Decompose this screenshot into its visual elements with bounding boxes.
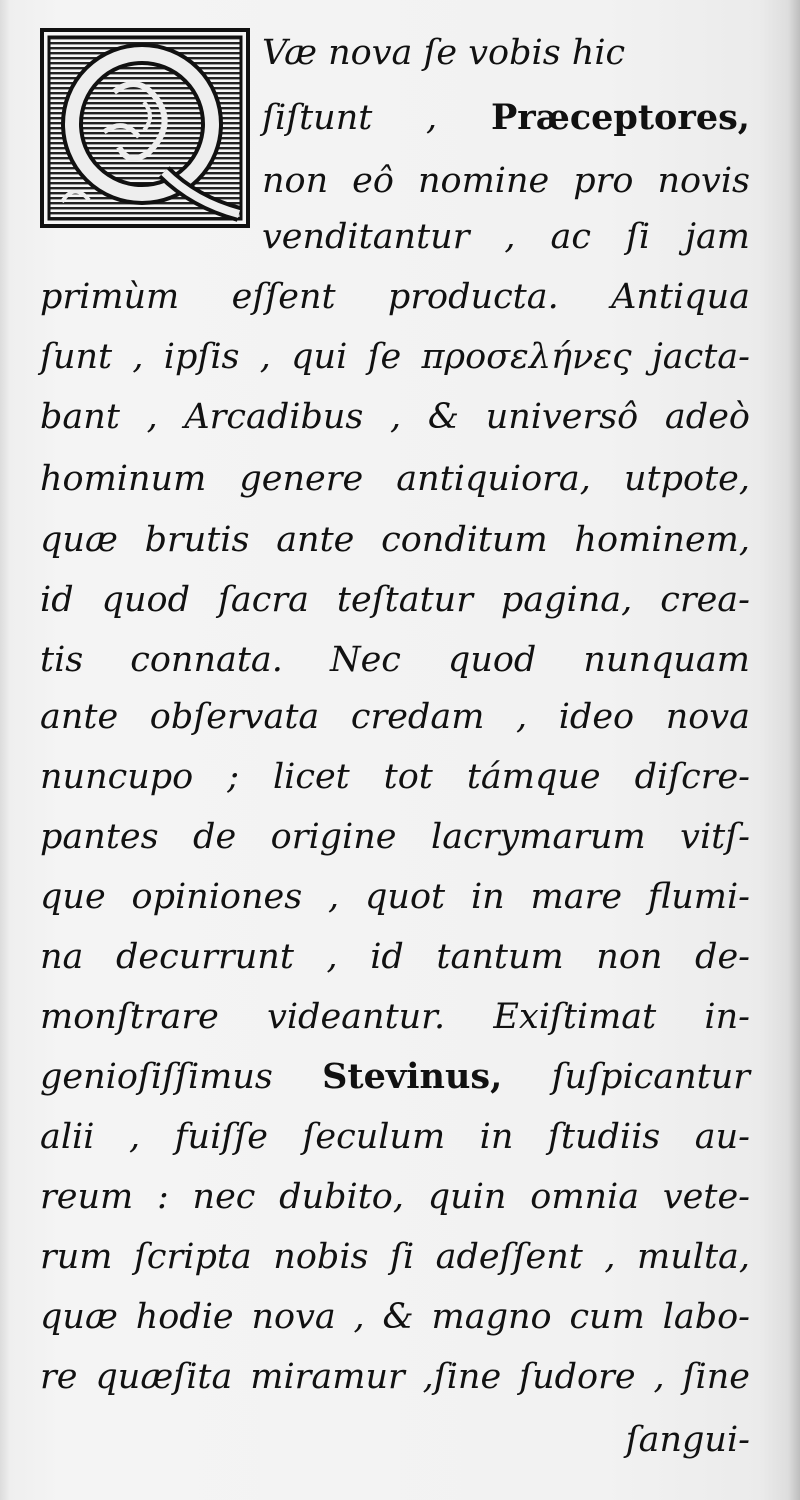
text-line: tis connata. Nec quod nunquam [40, 640, 750, 680]
page-edge-shadow [788, 0, 800, 1500]
text-line: reum : nec dubito, quin omnia vete- [40, 1177, 750, 1217]
text-line: quæ hodie nova , & magno cum labo- [40, 1297, 750, 1337]
text-line: bant , Arcadibus , & universô adeò [40, 397, 750, 437]
catchword: ſangui- [625, 1420, 750, 1460]
text-line: hominum genere antiquiora, utpote, [40, 459, 750, 499]
text-line: id quod ſacra teſtatur pagina, crea- [40, 580, 750, 620]
text-segment: Stevinus, [322, 1056, 503, 1097]
text-segment: ſiſtunt , [262, 98, 491, 138]
text-segment: ſuſpicantur [502, 1057, 750, 1097]
text-line: pantes de origine lacrymarum vitſ- [40, 817, 750, 857]
text-line [40, 1055, 750, 1099]
text-line: alii , fuiſſe ſeculum in ſtudiis au- [40, 1117, 750, 1157]
text-line: rum ſcripta nobis ſi adeſſent , multa, [40, 1237, 750, 1277]
text-segment: Præceptores, [490, 97, 750, 138]
text-line: na decurrunt , id tantum non de- [40, 937, 750, 977]
text-line: ante obſervata credam , ideo nova [40, 697, 750, 737]
drop-cap-initial [40, 28, 250, 228]
text-line: Væ nova ſe vobis hic [262, 33, 626, 73]
text-line: quæ brutis ante conditum hominem, [40, 520, 750, 560]
text-segment: genioſiſſimus [40, 1057, 323, 1097]
text-line: re quæſita miramur ,ſine ſudore , ſine [40, 1357, 750, 1397]
text-line: monſtrare videantur. Exiſtimat in- [40, 997, 750, 1037]
text-line: nuncupo ; licet tot támque diſcre- [40, 757, 750, 797]
text-line: non eô nomine pro novis [262, 161, 750, 201]
text-line: venditantur , ac ſi jam [262, 217, 750, 257]
ornament-icon [44, 32, 246, 224]
text-line: que opiniones , quot in mare flumi- [40, 877, 750, 917]
text-line: ſunt , ipſis , qui ſe προσελήνες jacta- [40, 337, 750, 377]
text-line [262, 96, 750, 140]
text-line: primùm eſſent producta. Antiqua [40, 277, 750, 317]
